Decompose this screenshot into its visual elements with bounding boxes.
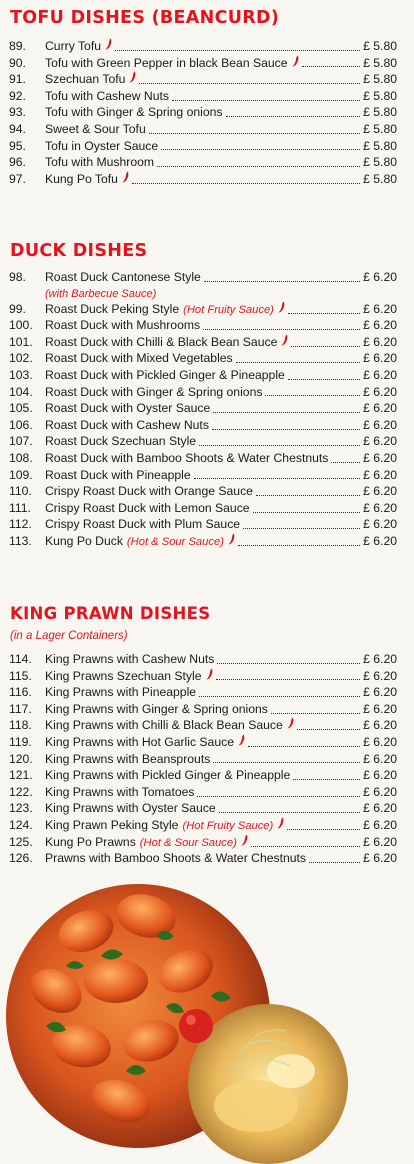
- item-name: King Prawns Szechuan Style: [45, 668, 202, 683]
- item-line: [45, 850, 397, 867]
- item-line: [45, 350, 397, 367]
- item-price: £ 6.20: [363, 301, 397, 316]
- food-photo-illustration: [6, 876, 414, 1164]
- item-line: [45, 817, 397, 835]
- dot-leader: [265, 385, 360, 396]
- item-name: King Prawns with Pickled Ginger & Pineapple: [45, 768, 291, 783]
- item-line: [45, 734, 397, 751]
- dot-leader: [199, 435, 360, 446]
- dot-leader: [291, 336, 360, 347]
- item-price: £ 6.20: [363, 384, 397, 399]
- menu-item: [0, 433, 414, 450]
- menu-list-duck: [0, 269, 414, 550]
- chili-pepper-icon: [228, 533, 235, 545]
- dot-leader: [288, 369, 360, 380]
- item-price: £ 6.20: [363, 652, 397, 666]
- item-number: 126.: [9, 851, 33, 866]
- menu-item: [0, 334, 414, 351]
- dot-leader: [287, 819, 360, 830]
- chili-pepper-icon: [206, 668, 213, 680]
- menu-item: [0, 734, 414, 751]
- dot-leader: [248, 736, 360, 747]
- item-number: 119.: [9, 734, 32, 749]
- item-line: [45, 154, 397, 171]
- item-number: 118.: [9, 718, 32, 733]
- item-price: £ 6.20: [363, 270, 397, 284]
- item-note: (Hot Fruity Sauce): [182, 819, 274, 832]
- item-price: £ 6.20: [363, 533, 397, 548]
- menu-item: [0, 834, 414, 851]
- item-line: [45, 317, 397, 334]
- item-number: 109.: [9, 467, 33, 482]
- item-name: Tofu with Green Pepper in black Bean Sauce: [45, 55, 288, 70]
- item-number: 116.: [9, 685, 32, 700]
- menu-item-subnote: [0, 286, 414, 301]
- dot-leader: [302, 56, 361, 67]
- dot-leader: [115, 40, 360, 51]
- item-line: [45, 717, 397, 734]
- item-line: [45, 767, 397, 784]
- item-price: £ 6.20: [363, 734, 397, 749]
- item-number: 101.: [9, 334, 33, 349]
- chili-pepper-icon: [122, 171, 129, 183]
- item-name: Roast Duck with Cashew Nuts: [45, 417, 209, 432]
- item-number: 123.: [9, 801, 33, 816]
- item-price: £ 5.80: [363, 155, 397, 170]
- item-line: [45, 121, 397, 138]
- item-name: Crispy Roast Duck with Orange Sauce: [45, 484, 253, 499]
- item-number: 124.: [9, 817, 33, 832]
- item-name: Crispy Roast Duck with Lemon Sauce: [45, 500, 250, 515]
- dot-leader: [293, 769, 360, 780]
- food-photo-king-prawns: [6, 876, 414, 1164]
- item-name: Tofu with Ginger & Spring onions: [45, 105, 223, 120]
- item-price: £ 6.20: [363, 801, 397, 816]
- menu-item: [0, 684, 414, 701]
- item-name: King Prawns with Cashew Nuts: [45, 652, 215, 666]
- menu-item: [0, 850, 414, 867]
- menu-item: [0, 367, 414, 384]
- item-line: [45, 269, 397, 286]
- item-name: Tofu with Cashew Nuts: [45, 88, 169, 103]
- item-price: £ 6.20: [363, 784, 397, 799]
- section-title-tofu: TOFU DISHES (BEANCURD): [10, 8, 280, 28]
- dot-leader: [219, 802, 360, 813]
- item-note: (Hot & Sour Sauce): [126, 535, 224, 548]
- item-number: 90.: [9, 55, 26, 70]
- dot-leader: [203, 319, 360, 330]
- item-price: £ 6.20: [363, 417, 397, 432]
- item-number: 102.: [9, 351, 33, 366]
- item-name: Crispy Roast Duck with Plum Sauce: [45, 517, 241, 532]
- item-name: Roast Duck with Mixed Vegetables: [45, 351, 233, 366]
- menu-item: [0, 701, 414, 718]
- item-note: (Hot Fruity Sauce): [183, 303, 274, 316]
- item-number: 94.: [9, 121, 26, 136]
- menu-item: [0, 483, 414, 500]
- chili-pepper-icon: [238, 734, 245, 746]
- item-line: [45, 384, 397, 401]
- menu-list-tofu: [0, 38, 414, 187]
- item-line: [45, 500, 397, 517]
- item-name: Roast Duck Peking Style: [45, 301, 180, 316]
- item-line: [45, 668, 397, 685]
- item-line: [45, 483, 397, 500]
- menu-item: [0, 121, 414, 138]
- item-line: [45, 417, 397, 434]
- dot-leader: [204, 271, 360, 282]
- item-number: 100.: [9, 318, 33, 333]
- chili-pepper-icon: [292, 55, 299, 67]
- menu-item: [0, 651, 414, 668]
- dot-leader: [288, 303, 360, 314]
- item-price: £ 5.80: [363, 39, 397, 53]
- item-price: £ 6.20: [363, 718, 397, 733]
- item-line: [45, 367, 397, 384]
- dot-leader: [199, 686, 360, 697]
- item-name: Roast Duck with Ginger & Spring onions: [45, 384, 263, 399]
- dot-leader: [236, 352, 360, 363]
- dot-leader: [309, 852, 360, 863]
- item-number: 95.: [9, 138, 26, 153]
- item-price: £ 6.20: [363, 367, 397, 382]
- item-number: 120.: [9, 751, 33, 766]
- menu-item: [0, 751, 414, 768]
- item-name: Szechuan Tofu: [45, 72, 126, 87]
- item-line: [45, 334, 397, 351]
- dot-leader: [212, 419, 360, 430]
- item-number: 91.: [9, 72, 26, 87]
- item-name: Roast Duck with Pickled Ginger & Pineapple: [45, 367, 285, 382]
- item-number: 104.: [9, 384, 33, 399]
- item-name: Roast Duck with Bamboo Shoots & Water Chestnuts: [45, 450, 329, 465]
- chili-pepper-icon: [105, 38, 112, 50]
- menu-item: [0, 88, 414, 105]
- item-number: 108.: [9, 450, 33, 465]
- chili-pepper-icon: [278, 301, 285, 313]
- chili-pepper-icon: [277, 817, 284, 829]
- item-line: [45, 301, 397, 319]
- item-number: 89.: [9, 39, 26, 53]
- menu-item: [0, 384, 414, 401]
- item-name: King Prawns with Tomatoes: [45, 784, 195, 799]
- item-name: Sweet & Sour Tofu: [45, 121, 146, 136]
- menu-item: [0, 500, 414, 517]
- item-line: [45, 684, 397, 701]
- item-number: 114.: [9, 652, 32, 666]
- item-name: Tofu in Oyster Sauce: [45, 138, 159, 153]
- item-number: 113.: [9, 533, 32, 548]
- item-line: [45, 800, 397, 817]
- dot-leader: [213, 402, 360, 413]
- dot-leader: [172, 90, 360, 101]
- item-price: £ 6.20: [363, 701, 397, 716]
- item-price: £ 6.20: [363, 817, 397, 832]
- menu-item: [0, 533, 414, 550]
- chili-pepper-icon: [241, 834, 248, 846]
- menu-item: [0, 817, 414, 834]
- item-name: Roast Duck Szechuan Style: [45, 434, 197, 449]
- dot-leader: [149, 123, 360, 134]
- dot-leader: [161, 139, 360, 150]
- item-number: 112.: [9, 517, 32, 532]
- dot-leader: [297, 719, 360, 730]
- dot-leader: [197, 786, 360, 797]
- item-line: [45, 751, 397, 768]
- item-line: [45, 55, 397, 72]
- item-number: 97.: [9, 171, 26, 186]
- item-name: Kung Po Tofu: [45, 171, 118, 186]
- menu-item: [0, 301, 414, 318]
- menu-item: [0, 784, 414, 801]
- item-number: 98.: [9, 270, 26, 284]
- menu-item: [0, 767, 414, 784]
- menu-item: [0, 269, 414, 286]
- menu-item: [0, 417, 414, 434]
- item-price: £ 5.80: [363, 138, 397, 153]
- menu-item: [0, 717, 414, 734]
- item-price: £ 6.20: [363, 517, 397, 532]
- item-name: King Prawns with Chilli & Black Bean Sauce: [45, 718, 283, 733]
- dot-leader: [253, 502, 361, 513]
- menu-item: [0, 800, 414, 817]
- item-line: [45, 171, 397, 188]
- item-price: £ 6.20: [363, 751, 397, 766]
- menu-item: [0, 516, 414, 533]
- chili-pepper-icon: [281, 334, 288, 346]
- item-line: [45, 651, 397, 668]
- dot-leader: [217, 653, 360, 664]
- item-name: Roast Duck with Chilli & Black Bean Sauce: [45, 334, 278, 349]
- item-name: Roast Duck with Oyster Sauce: [45, 401, 211, 416]
- item-price: £ 5.80: [363, 88, 397, 103]
- item-price: £ 6.20: [363, 434, 397, 449]
- dot-leader: [238, 535, 360, 546]
- item-line: [45, 701, 397, 718]
- menu-item: [0, 400, 414, 417]
- dot-leader: [226, 106, 361, 117]
- item-name: King Prawns with Beansprouts: [45, 751, 211, 766]
- item-subnote: (with Barbecue Sauce): [45, 287, 157, 300]
- item-name: King Prawns with Oyster Sauce: [45, 801, 216, 816]
- menu-item: [0, 450, 414, 467]
- menu-item: [0, 171, 414, 188]
- item-name: King Prawn Peking Style: [45, 817, 179, 832]
- item-note: (Hot & Sour Sauce): [139, 836, 237, 849]
- item-line: [45, 450, 397, 467]
- item-line: [45, 138, 397, 155]
- item-price: £ 6.20: [363, 351, 397, 366]
- menu-item: [0, 38, 414, 55]
- item-name: King Prawns with Hot Garlic Sauce: [45, 734, 234, 749]
- item-line: [45, 784, 397, 801]
- menu-list-king-prawn: [0, 651, 414, 867]
- item-number: 107.: [9, 434, 33, 449]
- item-line: [45, 71, 397, 88]
- item-name: Tofu with Mushroom: [45, 155, 155, 170]
- item-number: 106.: [9, 417, 33, 432]
- item-name: Roast Duck with Pineapple: [45, 467, 191, 482]
- dot-leader: [213, 752, 360, 763]
- item-line: [45, 516, 397, 533]
- menu-item: [0, 668, 414, 685]
- dot-leader: [216, 669, 361, 680]
- menu-item: [0, 71, 414, 88]
- item-name: Kung Po Duck: [45, 533, 123, 548]
- item-price: £ 6.20: [363, 450, 397, 465]
- item-name: Kung Po Prawns: [45, 834, 136, 849]
- item-price: £ 6.20: [363, 318, 397, 333]
- section-subtitle-king-prawn: (in a Lager Containers): [10, 630, 128, 642]
- item-price: £ 5.80: [363, 105, 397, 120]
- item-number: 115.: [9, 668, 32, 683]
- item-name: Prawns with Bamboo Shoots & Water Chestnuts: [45, 851, 307, 866]
- dot-leader: [331, 452, 360, 463]
- item-line: [45, 834, 397, 852]
- dot-leader: [251, 836, 360, 847]
- item-number: 117.: [9, 701, 32, 716]
- item-number: 110.: [9, 484, 32, 499]
- menu-item: [0, 104, 414, 121]
- menu-item: [0, 55, 414, 72]
- item-number: 103.: [9, 367, 33, 382]
- item-line: [45, 38, 397, 55]
- item-number: 92.: [9, 88, 26, 103]
- item-price: £ 5.80: [363, 121, 397, 136]
- item-price: £ 6.20: [363, 500, 397, 515]
- item-number: 122.: [9, 784, 33, 799]
- dot-leader: [132, 173, 360, 184]
- item-name: Roast Duck Cantonese Style: [45, 270, 201, 284]
- item-line: [45, 433, 397, 450]
- dot-leader: [194, 468, 360, 479]
- chili-pepper-icon: [129, 71, 136, 83]
- dot-leader: [256, 485, 360, 496]
- item-price: £ 6.20: [363, 668, 397, 683]
- item-price: £ 6.20: [363, 834, 397, 849]
- item-number: 105.: [9, 401, 33, 416]
- item-price: £ 5.80: [363, 55, 397, 70]
- item-number: 121.: [9, 768, 33, 783]
- item-name: Roast Duck with Mushrooms: [45, 318, 201, 333]
- item-number: 99.: [9, 301, 26, 316]
- item-line: [45, 88, 397, 105]
- item-price: £ 6.20: [363, 467, 397, 482]
- item-price: £ 6.20: [363, 484, 397, 499]
- item-name: King Prawns with Pineapple: [45, 685, 197, 700]
- item-price: £ 6.20: [363, 401, 397, 416]
- item-price: £ 6.20: [363, 685, 397, 700]
- item-price: £ 6.20: [363, 334, 397, 349]
- menu-item: [0, 138, 414, 155]
- menu-item: [0, 467, 414, 484]
- item-price: £ 5.80: [363, 72, 397, 87]
- item-line: [45, 533, 397, 551]
- dot-leader: [243, 518, 360, 529]
- dot-leader: [271, 703, 360, 714]
- item-price: £ 6.20: [363, 851, 397, 866]
- menu-item: [0, 154, 414, 171]
- item-line: [45, 467, 397, 484]
- item-name: King Prawns with Ginger & Spring onions: [45, 701, 268, 716]
- item-line: [45, 104, 397, 121]
- item-price: £ 6.20: [363, 768, 397, 783]
- item-number: 125.: [9, 834, 33, 849]
- chili-pepper-icon: [287, 717, 294, 729]
- item-number: 93.: [9, 105, 26, 120]
- dot-leader: [139, 73, 360, 84]
- dot-leader: [157, 156, 360, 167]
- section-title-duck: DUCK DISHES: [10, 241, 148, 261]
- item-line: [45, 400, 397, 417]
- item-number: 111.: [9, 500, 31, 515]
- section-title-king-prawn: KING PRAWN DISHES: [10, 604, 211, 623]
- item-number: 96.: [9, 155, 26, 170]
- item-name: Curry Tofu: [45, 39, 101, 53]
- item-price: £ 5.80: [363, 171, 397, 186]
- menu-item: [0, 317, 414, 334]
- menu-item: [0, 350, 414, 367]
